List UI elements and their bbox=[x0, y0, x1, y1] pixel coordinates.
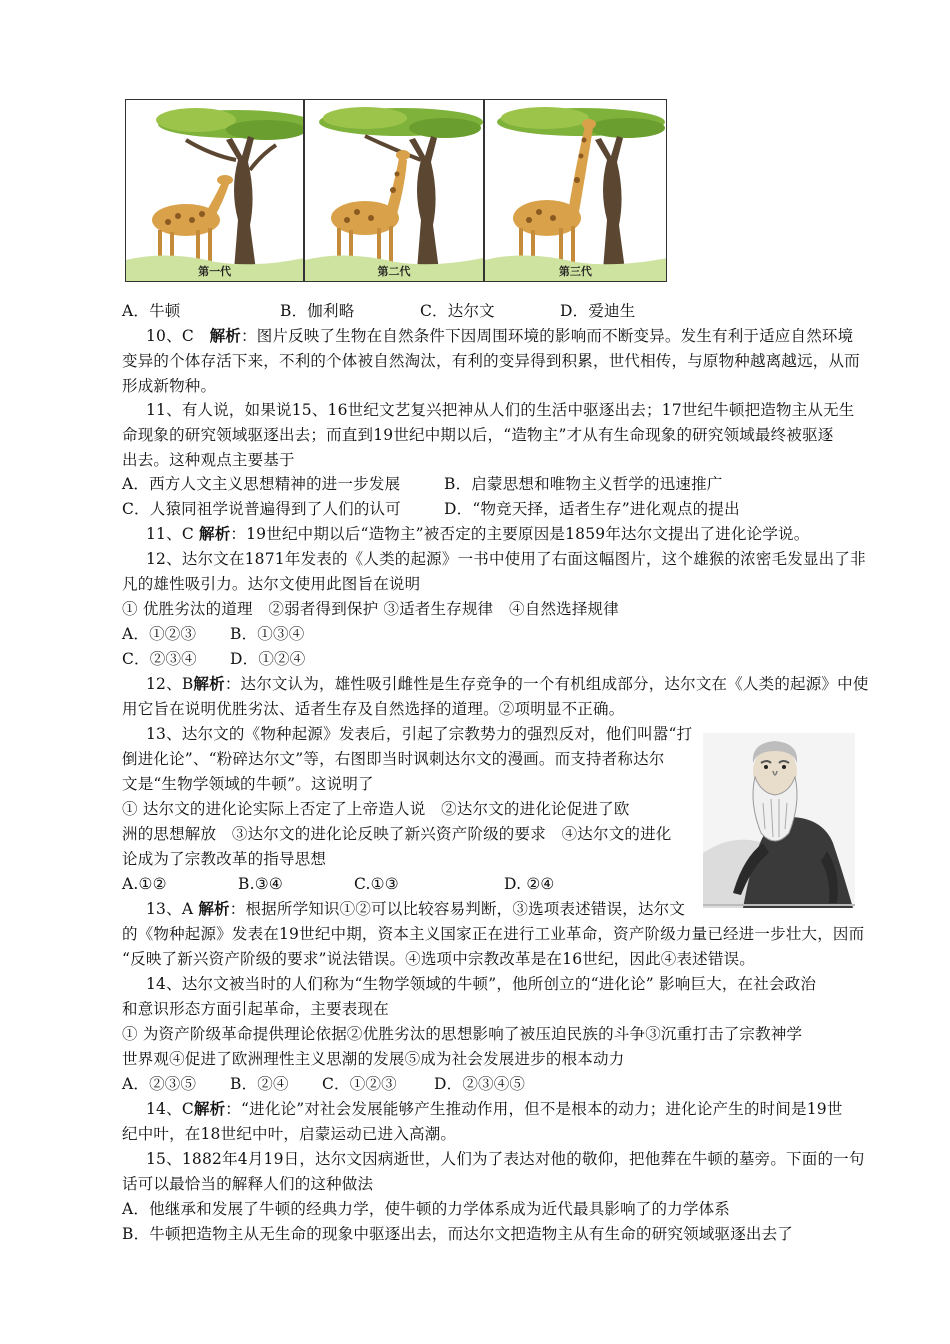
answer-11-text: ：19世纪中期以后“造物主”被否定的主要原因是1859年达尔文提出了进化论学说。 bbox=[230, 525, 810, 543]
answer-14-text: ：“进化论”对社会发展能够产生推动作用，但不是根本的动力；进化论产生的时间是19世 bbox=[225, 1100, 843, 1118]
q11-option-b: B．启蒙思想和唯物主义哲学的迅速推广 bbox=[444, 475, 723, 493]
giraffe-medium-neck-illustration bbox=[305, 100, 483, 281]
q15-option-a: A．他继承和发展了牛顿的经典力学，使牛顿的力学体系成为近代最具影响了的力学体系 bbox=[122, 1200, 730, 1218]
q9-option-c: C．达尔文 bbox=[420, 302, 495, 320]
figure-caption-2: 第二代 bbox=[377, 265, 411, 278]
q12-option-a: A．①②③ bbox=[122, 625, 197, 643]
q11-options-cd bbox=[122, 497, 862, 521]
q13-option-a: A.①② bbox=[122, 875, 167, 893]
q12-option-d: D．①②④ bbox=[230, 650, 306, 668]
answer-10-head: 10、C bbox=[146, 327, 210, 345]
question-15-line-1: 15、1882年4月19日，达尔文因病逝世，人们为了表达对他的敬仰，把他葬在牛顿的墓旁。下面的一句 bbox=[146, 1150, 865, 1168]
figure-panel-2 bbox=[305, 100, 484, 281]
figure-panel-3 bbox=[485, 100, 666, 281]
q11-options-ab bbox=[122, 472, 862, 496]
answer-14-line-1 bbox=[146, 1097, 886, 1121]
question-14-line-3: ① 为资产阶级革命提供理论依据②优胜劣汰的思想影响了被压迫民族的斗争③沉重打击了宗教神学 bbox=[122, 1025, 803, 1043]
analysis-label: 解析 bbox=[199, 524, 231, 543]
q11-option-a: A．西方人文主义思想精神的进一步发展 bbox=[122, 475, 401, 493]
q14-option-b: B．②④ bbox=[230, 1075, 289, 1093]
question-14-line-1: 14、达尔文被当时的人们称为“生物学领域的牛顿”，他所创立的“进化论” 影响巨大，在社会政治 bbox=[146, 975, 817, 993]
answer-11 bbox=[146, 522, 886, 546]
darwin-cartoon-image bbox=[703, 733, 855, 908]
q12-options-row-1 bbox=[122, 622, 862, 646]
q12-option-b: B．①③④ bbox=[230, 625, 305, 643]
answer-12-head: 12、B bbox=[146, 675, 194, 693]
answer-13-head: 13、A bbox=[146, 900, 199, 918]
giraffe-long-neck-illustration bbox=[485, 100, 666, 281]
question-11-line-3: 出去。这种观点主要基于 bbox=[122, 451, 295, 469]
answer-10-line-3: 形成新物种。 bbox=[122, 377, 217, 395]
q12-options-row-2 bbox=[122, 647, 862, 671]
answer-12-line-1 bbox=[146, 672, 886, 696]
q9-options bbox=[122, 299, 862, 323]
question-13-line-3: 文是“生物学领域的牛顿”。这说明了 bbox=[122, 775, 374, 793]
figure-caption-1: 第一代 bbox=[198, 265, 232, 278]
answer-10-text: ：图片反映了生物在自然条件下因周围环境的影响而不断变异。发生有利于适应自然环境 bbox=[241, 327, 854, 345]
q14-option-d: D．②③④⑤ bbox=[434, 1075, 526, 1093]
answer-13-line-1 bbox=[146, 897, 886, 921]
answer-13-line-3: “反映了新兴资产阶级的要求”说法错误。④选项中宗教改革是在16世纪，因此④表述错误。 bbox=[122, 950, 755, 968]
q9-option-d: D．爱迪生 bbox=[560, 302, 636, 320]
giraffe-evolution-figure bbox=[125, 99, 667, 282]
question-11-line-1: 11、有人说，如果说15、16世纪文艺复兴把神从人们的生活中驱逐出去；17世纪牛顿把造物主从无生 bbox=[146, 401, 855, 419]
q13-option-c: C.①③ bbox=[354, 875, 399, 893]
answer-12-text: ：达尔文认为，雄性吸引雌性是生存竞争的一个有机组成部分，达尔文在《人类的起源》中使 bbox=[224, 675, 869, 693]
question-11-line-2: 命现象的研究领域驱逐出去；而直到19世纪中期以后，“造物主”才从有生命现象的研究领域最终被驱逐 bbox=[122, 426, 834, 444]
question-12-items: ① 优胜劣汰的道理 ②弱者得到保护 ③适者生存规律 ④自然选择规律 bbox=[122, 600, 619, 618]
q13-option-b: B.③④ bbox=[238, 875, 283, 893]
q9-option-b: B．伽利略 bbox=[280, 302, 355, 320]
answer-12-line-2: 用它旨在说明优胜劣汰、适者生存及自然选择的道理。②项明显不正确。 bbox=[122, 700, 625, 718]
question-13-line-5: 洲的思想解放 ③达尔文的进化论反映了新兴资产阶级的要求 ④达尔文的进化 bbox=[122, 825, 672, 843]
q11-option-c: C．人猿同祖学说普遍得到了人们的认可 bbox=[122, 500, 401, 518]
answer-14-line-2: 纪中叶，在18世纪中叶，启蒙运动已进入高潮。 bbox=[122, 1125, 457, 1143]
q14-option-c: C．①②③ bbox=[322, 1075, 397, 1093]
q11-option-d: D．“物竞天择，适者生存”进化观点的提出 bbox=[444, 500, 740, 518]
question-13-line-2: 倒进化论”、“粉碎达尔文”等，右图即当时讽刺达尔文的漫画。而支持者称达尔 bbox=[122, 750, 665, 768]
analysis-label: 解析 bbox=[193, 1099, 226, 1118]
analysis-label: 解析 bbox=[193, 674, 225, 693]
answer-13-line-2: 的《物种起源》发表在19世纪中期，资本主义国家正在进行工业革命，资产阶级力量已经进一步壮大，因而 bbox=[122, 925, 865, 943]
q15-option-b: B．牛顿把造物主从无生命的现象中驱逐出去，而达尔文把造物主从有生命的研究领域驱逐出去了 bbox=[122, 1225, 793, 1243]
question-15-line-2: 话可以最恰当的解释人们的这种做法 bbox=[122, 1175, 374, 1193]
question-14-line-2: 和意识形态方面引起革命，主要表现在 bbox=[122, 1000, 389, 1018]
q14-option-a: A．②③⑤ bbox=[122, 1075, 197, 1093]
answer-11-head: 11、C bbox=[146, 525, 200, 543]
q14-options bbox=[122, 1072, 862, 1096]
figure-caption-3: 第三代 bbox=[558, 265, 592, 278]
analysis-label: 解析 bbox=[209, 326, 241, 345]
answer-13-text: ：根据所学知识①②可以比较容易判断，③选项表述错误，达尔文 bbox=[229, 900, 686, 918]
question-13-line-1: 13、达尔文的《物种起源》发表后，引起了宗教势力的强烈反对，他们叫嚣“打 bbox=[146, 725, 693, 743]
answer-10-line-1 bbox=[146, 324, 886, 348]
question-13-line-6: 论成为了宗教改革的指导思想 bbox=[122, 850, 327, 868]
question-12-line-1: 12、达尔文在1871年发表的《人类的起源》一书中使用了右面这幅图片，这个雄猴的浓密毛发显出了非 bbox=[146, 550, 866, 568]
question-12-line-2: 凡的雄性吸引力。达尔文使用此图旨在说明 bbox=[122, 575, 421, 593]
question-13-line-4: ① 达尔文的进化论实际上否定了上帝造人说 ②达尔文的进化论促进了欧 bbox=[122, 800, 630, 818]
giraffe-short-neck-illustration bbox=[126, 100, 304, 281]
question-14-line-4: 世界观④促进了欧洲理性主义思潮的发展⑤成为社会发展进步的根本动力 bbox=[122, 1050, 625, 1068]
q12-option-c: C．②③④ bbox=[122, 650, 197, 668]
darwin-ape-caricature bbox=[703, 733, 855, 908]
q9-option-a: A．牛顿 bbox=[122, 302, 181, 320]
figure-panel-1 bbox=[126, 100, 305, 281]
analysis-label: 解析 bbox=[198, 899, 230, 918]
answer-14-head: 14、C bbox=[146, 1100, 194, 1118]
q13-option-d: D. ②④ bbox=[504, 875, 555, 893]
answer-10-line-2: 变异的个体存活下来，不利的个体被自然淘汰，有利的变异得到积累，世代相传，与原物种越离越远，从而 bbox=[122, 352, 860, 370]
